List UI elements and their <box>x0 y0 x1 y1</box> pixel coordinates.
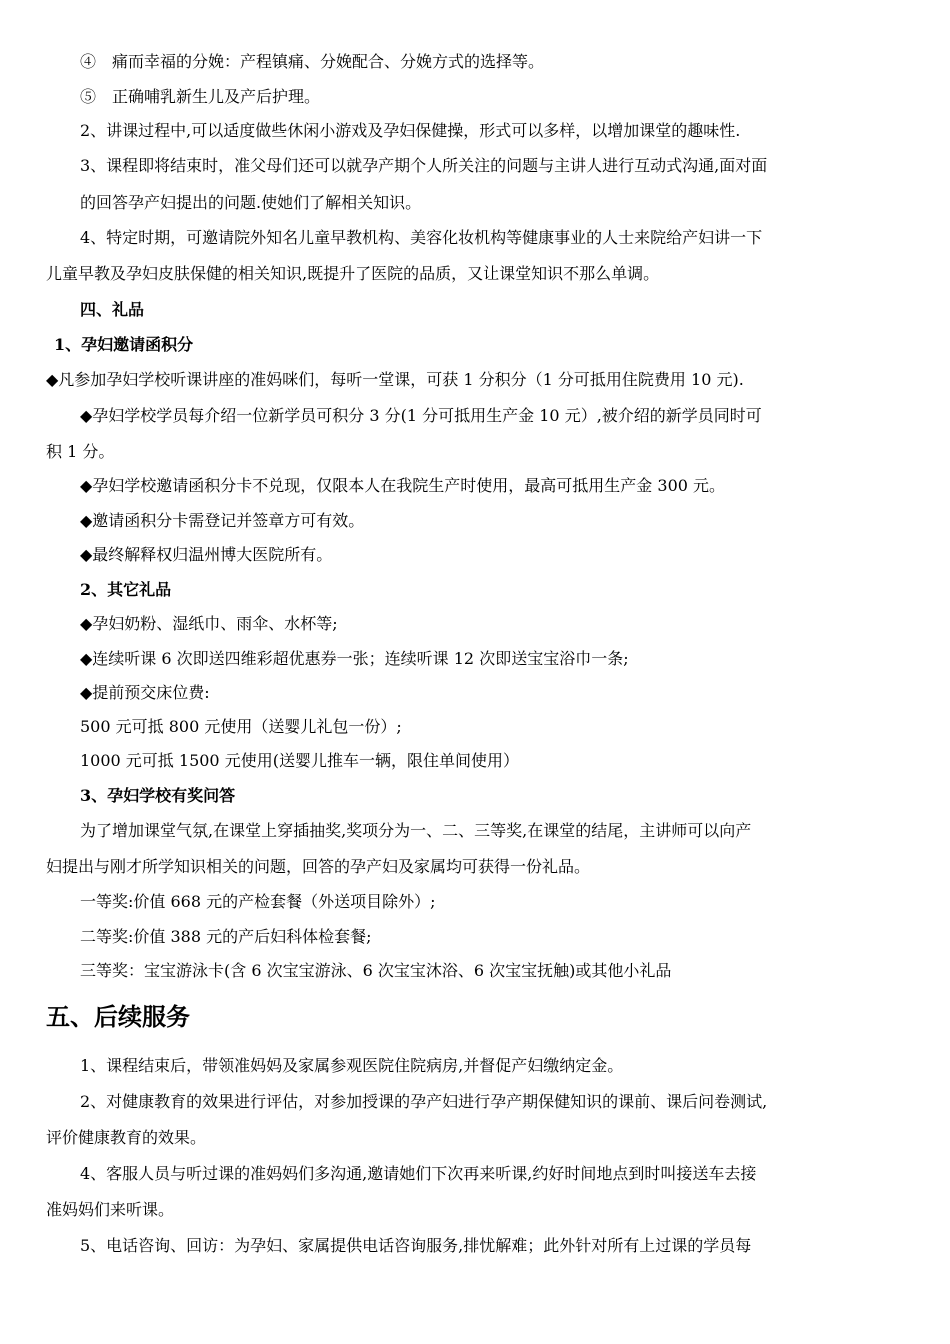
bullet-gifts-2: ◆连续听课 6 次即送四维彩超优惠券一张；连续听课 12 次即送宝宝浴巾一条; <box>80 649 629 668</box>
follow-up-2-cont: 评价健康教育的效果。 <box>46 1128 207 1147</box>
follow-up-4: 4、客服人员与听过课的准妈妈们多沟通,邀请她们下次再来听课,约好时间地点到时叫接送车去接 <box>80 1164 757 1183</box>
list-item-4: ④ 痛而幸福的分娩：产程镇痛、分娩配合、分娩方式的选择等。 <box>80 52 545 71</box>
subheading-other-gifts: 2、其它礼品 <box>80 580 172 599</box>
paragraph-4-cont: 儿童早教及孕妇皮肤保健的相关知识,既提升了医院的品质，又让课堂知识不那么单调。 <box>46 264 660 283</box>
section-heading-follow-up: 五、后续服务 <box>46 1003 190 1031</box>
paragraph-3-cont: 的回答孕产妇提出的问题.使她们了解相关知识。 <box>80 193 422 212</box>
bullet-points-4: ◆邀请函积分卡需登记并签章方可有效。 <box>80 511 365 530</box>
quiz-paragraph-cont: 妇提出与刚才所学知识相关的问题，回答的孕产妇及家属均可获得一份礼品。 <box>46 857 591 876</box>
section-heading-gifts: 四、礼品 <box>80 300 145 319</box>
bullet-points-3: ◆孕妇学校邀请函积分卡不兑现，仅限本人在我院生产时使用，最高可抵用生产金 300 元。 <box>80 476 726 495</box>
subheading-invitation-points: 1、孕妇邀请函积分 <box>54 335 194 354</box>
bullet-points-5: ◆最终解释权归温州博大医院所有。 <box>80 545 333 564</box>
deposit-option-1: 500 元可抵 800 元使用（送婴儿礼包一份）; <box>80 717 402 736</box>
follow-up-2: 2、对健康教育的效果进行评估，对参加授课的孕产妇进行孕产期保健知识的课前、课后问卷测试, <box>80 1092 768 1111</box>
bullet-points-2-cont: 积 1 分。 <box>46 442 115 461</box>
subheading-quiz: 3、孕妇学校有奖问答 <box>80 786 236 805</box>
prize-third: 三等奖：宝宝游泳卡(含 6 次宝宝游泳、6 次宝宝沐浴、6 次宝宝抚触)或其他小礼品 <box>80 961 672 980</box>
deposit-option-2: 1000 元可抵 1500 元使用(送婴儿推车一辆，限住单间使用） <box>80 751 519 770</box>
follow-up-4-cont: 准妈妈们来听课。 <box>46 1200 175 1219</box>
prize-second: 二等奖:价值 388 元的产后妇科体检套餐; <box>80 927 372 946</box>
list-item-5: ⑤ 正确哺乳新生儿及产后护理。 <box>80 87 321 106</box>
paragraph-3: 3、课程即将结束时，准父母们还可以就孕产期个人所关注的问题与主讲人进行互动式沟通,面对面 <box>80 156 768 175</box>
follow-up-5: 5、电话咨询、回访：为孕妇、家属提供电话咨询服务,排忧解难；此外针对所有上过课的学员每 <box>80 1236 752 1255</box>
bullet-gifts-3: ◆提前预交床位费: <box>80 683 210 702</box>
bullet-points-1: ◆凡参加孕妇学校听课讲座的准妈咪们，每听一堂课，可获 1 分积分（1 分可抵用住院费用 10 元). <box>46 370 744 389</box>
paragraph-2: 2、讲课过程中,可以适度做些休闲小游戏及孕妇保健操，形式可以多样，以增加课堂的趣味性. <box>80 121 741 140</box>
paragraph-4: 4、特定时期，可邀请院外知名儿童早教机构、美容化妆机构等健康事业的人士来院给产妇讲一下 <box>80 228 763 247</box>
prize-first: 一等奖:价值 668 元的产检套餐（外送项目除外）; <box>80 892 436 911</box>
follow-up-1: 1、课程结束后，带领准妈妈及家属参观医院住院病房,并督促产妇缴纳定金。 <box>80 1056 624 1075</box>
bullet-gifts-1: ◆孕妇奶粉、湿纸巾、雨伞、水杯等; <box>80 614 338 633</box>
bullet-points-2: ◆孕妇学校学员每介绍一位新学员可积分 3 分(1 分可抵用生产金 10 元）,被介绍的新学员同时可 <box>80 406 762 425</box>
quiz-paragraph: 为了增加课堂气氛,在课堂上穿插抽奖,奖项分为一、二、三等奖,在课堂的结尾，主讲师可以向产 <box>80 821 752 840</box>
